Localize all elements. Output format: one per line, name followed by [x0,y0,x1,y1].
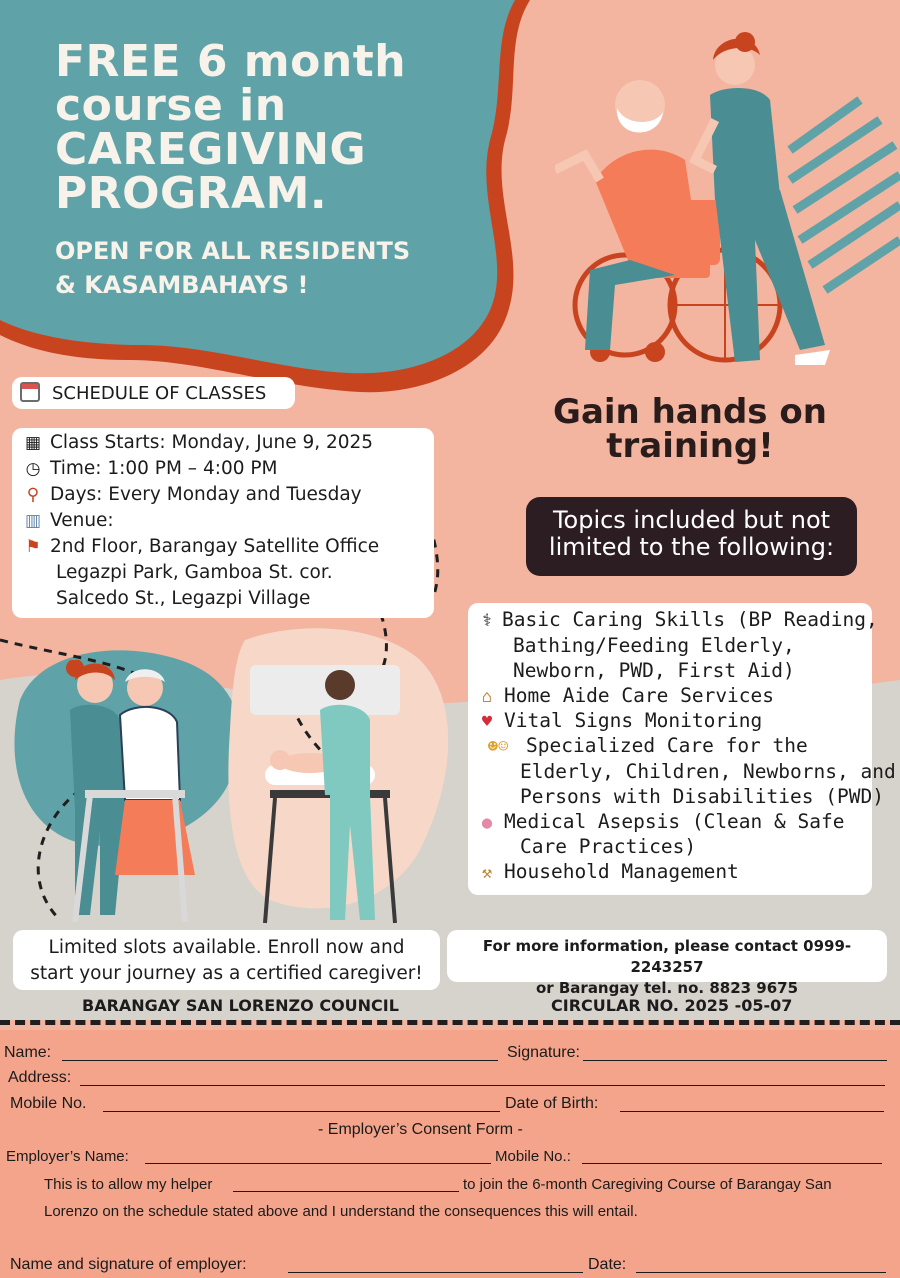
hero-title-line3: CAREGIVING [55,124,367,175]
calendar-icon [20,382,40,402]
topic-1-line2: Bathing/Feeding Elderly, [513,634,795,657]
topics-list [468,603,896,895]
cut-line [0,1020,900,1025]
employer-signature-label: Name and signature of employer: [10,1256,247,1273]
topic-3: Vital Signs Monitoring [504,709,763,732]
wheelchair-caregiver-illustration [555,30,855,375]
name-label: Name: [4,1044,52,1061]
gain-line1: Gain hands on [553,392,827,432]
clock-icon: ◷ [25,459,41,479]
topics-line2: limited to the following: [548,533,835,561]
gain-training-heading [520,392,860,466]
employer-name-label: Employer’s Name: [6,1148,129,1165]
topic-5-line1: Medical Asepsis (Clean & Safe [504,810,845,833]
employer-mobile-field[interactable] [582,1163,882,1164]
class-days: Days: Every Monday and Tuesday [50,484,362,505]
class-starts: Class Starts: Monday, June 9, 2025 [50,432,374,453]
consent-form-title: - Employer’s Consent Form - [318,1121,523,1138]
topic-4-line2: Elderly, Children, Newborns, and [520,760,896,783]
newborn-care-illustration [250,665,410,927]
signature-field[interactable] [583,1060,887,1061]
topic-4-line1: Specialized Care for the [526,734,808,757]
topic-1-line1: Basic Caring Skills (BP Reading, [502,608,878,631]
allow-text-end: to join the 6-month Caregiving Course of Barangay San [463,1176,832,1193]
mobile-field[interactable] [103,1111,500,1112]
hero-sub-line1: OPEN FOR ALL RESIDENTS [55,237,411,265]
hero-title-line2: course in [55,80,287,131]
hero-sub-line2: & KASAMBAHAYS ! [55,271,309,299]
contact-line2: or Barangay tel. no. 8823 9675 [535,979,799,997]
address-field[interactable] [80,1085,885,1086]
limited-line1: Limited slots available. Enroll now and [48,937,405,958]
hero-title-line4: PROGRAM. [55,168,328,219]
limited-slots-notice [13,930,440,990]
topic-5-line2: Care Practices) [520,835,697,858]
pin-icon: ⚲ [26,485,40,505]
house-icon: ⌂ [481,687,493,707]
contact-line1: For more information, please contact 0999-2243257 [482,937,852,976]
contact-info [447,930,887,997]
schedule-header-label: SCHEDULE OF CLASSES [52,383,267,404]
building-icon: ▥ [24,511,42,531]
allow-text-line2: Lorenzo on the schedule stated above and I understand the consequences this will entail. [44,1203,638,1220]
signature-label: Signature: [507,1044,580,1061]
schedule-header [12,377,295,409]
walker-caregiver-illustration [45,660,235,930]
employer-mobile-label: Mobile No.: [495,1148,571,1165]
pushpin-icon: ⚑ [25,537,41,557]
topics-intro-box [526,497,857,576]
date-label: Date: [588,1256,627,1273]
limited-line2: start your journey as a certified caregiver! [30,963,423,984]
venue-label: Venue: [50,510,114,531]
mobile-label: Mobile No. [10,1095,87,1112]
employer-name-field[interactable] [145,1163,491,1164]
topic-1-line3: Newborn, PWD, First Aid) [513,659,795,682]
hero-subtitle [55,234,495,302]
stethoscope-icon: ⚕ [481,611,493,631]
topic-2: Home Aide Care Services [504,684,775,707]
council-name: BARANGAY SAN LORENZO COUNCIL [82,996,399,1015]
allow-text-start: This is to allow my helper [44,1176,213,1193]
venue-line3: Salcedo St., Legazpi Village [56,588,311,609]
topic-6: Household Management [504,860,739,883]
circular-number: CIRCULAR NO. 2025 -05-07 [551,996,793,1015]
date-field[interactable] [636,1272,886,1273]
elderly-child-icon: ☻☺ [487,737,509,757]
venue-line1: 2nd Floor, Barangay Satellite Office [50,536,380,557]
class-time: Time: 1:00 PM – 4:00 PM [50,458,278,479]
broom-icon: ⚒ [481,863,493,883]
hero-title-line1: FREE 6 month [55,36,407,87]
heart-icon: ♥ [481,712,493,732]
hero-title [55,36,495,219]
dob-label: Date of Birth: [505,1095,599,1112]
helper-name-field[interactable] [233,1191,459,1192]
name-field[interactable] [62,1060,498,1061]
calendar-icon: ▦ [24,433,42,453]
venue-line2: Legazpi Park, Gamboa St. cor. [56,562,333,583]
topics-line1: Topics included but not [552,506,831,534]
schedule-details [12,428,434,618]
employer-signature-field[interactable] [288,1272,583,1273]
address-label: Address: [8,1069,72,1086]
dob-field[interactable] [620,1111,884,1112]
topic-4-line3: Persons with Disabilities (PWD) [520,785,884,808]
soap-icon: ● [481,813,493,833]
registration-form [0,1030,900,1278]
gain-line2: training! [606,426,774,466]
